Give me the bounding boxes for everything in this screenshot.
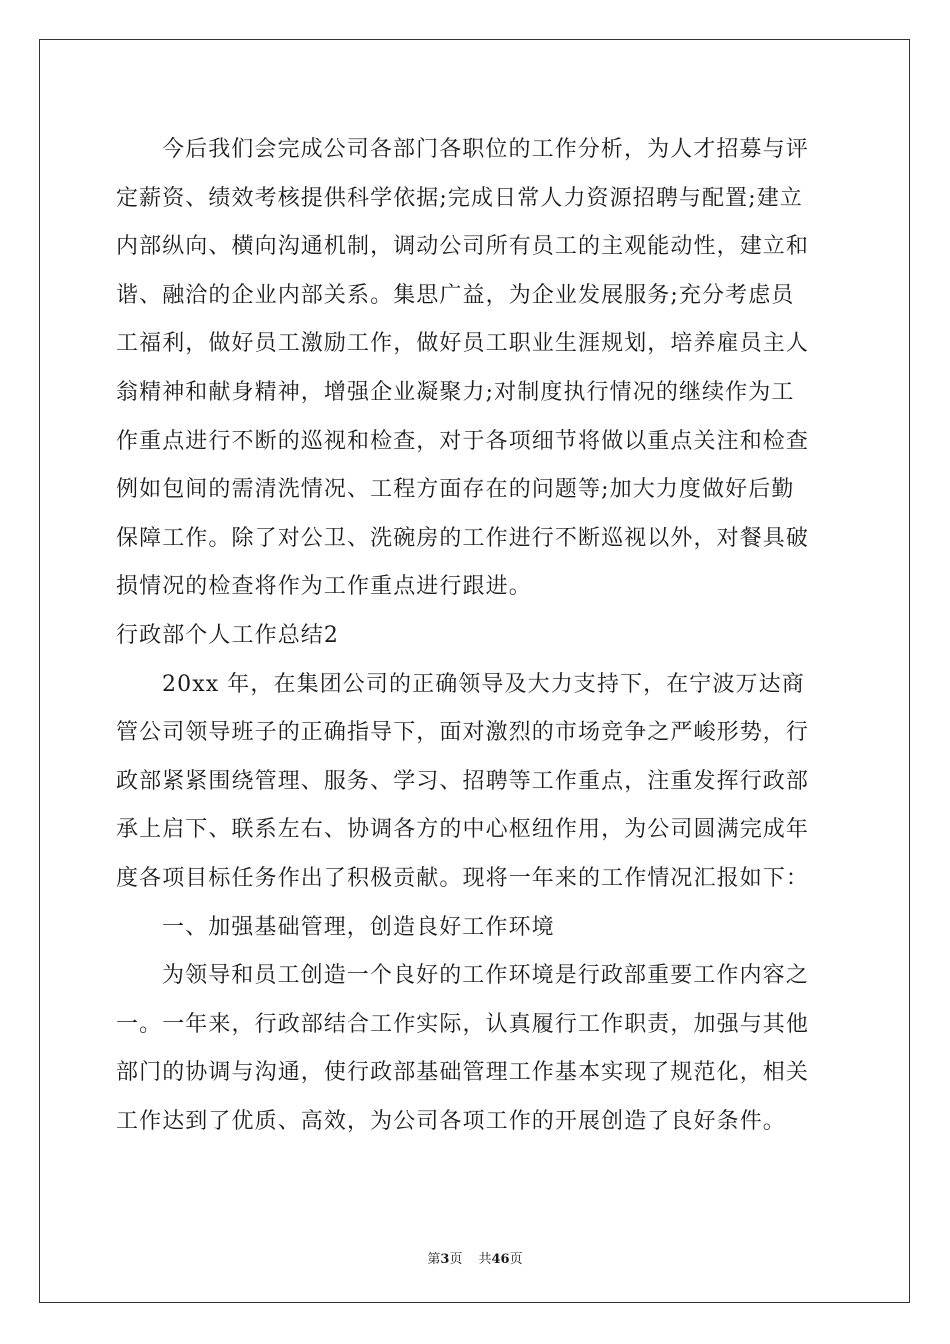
total-prefix: 共 bbox=[478, 1252, 492, 1267]
paragraph-line: 作重点进行不断的巡视和检查，对于各项细节将做以重点关注和检查 bbox=[116, 428, 810, 454]
paragraph-line: 一。一年来，行政部结合工作实际，认真履行工作职责，加强与其他 bbox=[116, 1011, 810, 1037]
total-suffix: 页 bbox=[509, 1252, 523, 1267]
paragraph-line: 今后我们会完成公司各部门各职位的工作分析，为人才招募与评 bbox=[162, 137, 809, 162]
document-body bbox=[116, 126, 834, 1146]
paragraph-line: 例如包间的需清洗情况、工程方面存在的问题等;加大力度做好后勤 bbox=[116, 477, 795, 503]
paragraph-line: 政部紧紧围绕管理、服务、学习、招聘等工作重点，注重发挥行政部 bbox=[116, 768, 810, 794]
paragraph-line: 管公司领导班子的正确指导下，面对激烈的市场竞争之严峻形势，行 bbox=[116, 720, 810, 746]
subheading: 一、加强基础管理，创造良好工作环境 bbox=[162, 914, 555, 940]
paragraph-line: 工福利，做好员工激励工作，做好员工职业生涯规划，培养雇员主人 bbox=[116, 331, 810, 357]
page-suffix: 页 bbox=[449, 1252, 463, 1267]
paragraph-line: 内部纵向、横向沟通机制，调动公司所有员工的主观能动性，建立和 bbox=[116, 234, 810, 260]
page-number: 3 bbox=[440, 1252, 450, 1267]
paragraph-line: 翁精神和献身精神，增强企业凝聚力;对制度执行情况的继续作为工 bbox=[116, 379, 795, 405]
paragraph-line: 为领导和员工创造一个良好的工作环境是行政部重要工作内容之 bbox=[162, 963, 809, 989]
section-title: 行政部个人工作总结2 bbox=[116, 622, 339, 648]
paragraph-line: 度各项目标任务作出了积极贡献。现将一年来的工作情况汇报如下： bbox=[116, 865, 810, 891]
paragraph-line: 工作达到了优质、高效，为公司各项工作的开展创造了良好条件。 bbox=[116, 1108, 786, 1134]
total-pages: 46 bbox=[491, 1252, 510, 1267]
paragraph-line: 20xx 年，在集团公司的正确领导及大力支持下，在宁波万达商 bbox=[162, 671, 805, 697]
paragraph-line: 损情况的检查将作为工作重点进行跟进。 bbox=[116, 574, 532, 600]
paragraph-line: 谐、融洽的企业内部关系。集思广益，为企业发展服务;充分考虑员 bbox=[116, 282, 795, 308]
paragraph-line: 部门的协调与沟通，使行政部基础管理工作基本实现了规范化，相关 bbox=[116, 1060, 810, 1086]
page-prefix: 第 bbox=[427, 1252, 441, 1267]
paragraph-line: 承上启下、联系左右、协调各方的中心枢纽作用，为公司圆满完成年 bbox=[116, 817, 810, 843]
page-footer bbox=[0, 1248, 950, 1267]
paragraph-line: 定薪资、绩效考核提供科学依据;完成日常人力资源招聘与配置;建立 bbox=[116, 185, 803, 211]
paragraph-line: 保障工作。除了对公卫、洗碗房的工作进行不断巡视以外，对餐具破 bbox=[116, 525, 810, 551]
